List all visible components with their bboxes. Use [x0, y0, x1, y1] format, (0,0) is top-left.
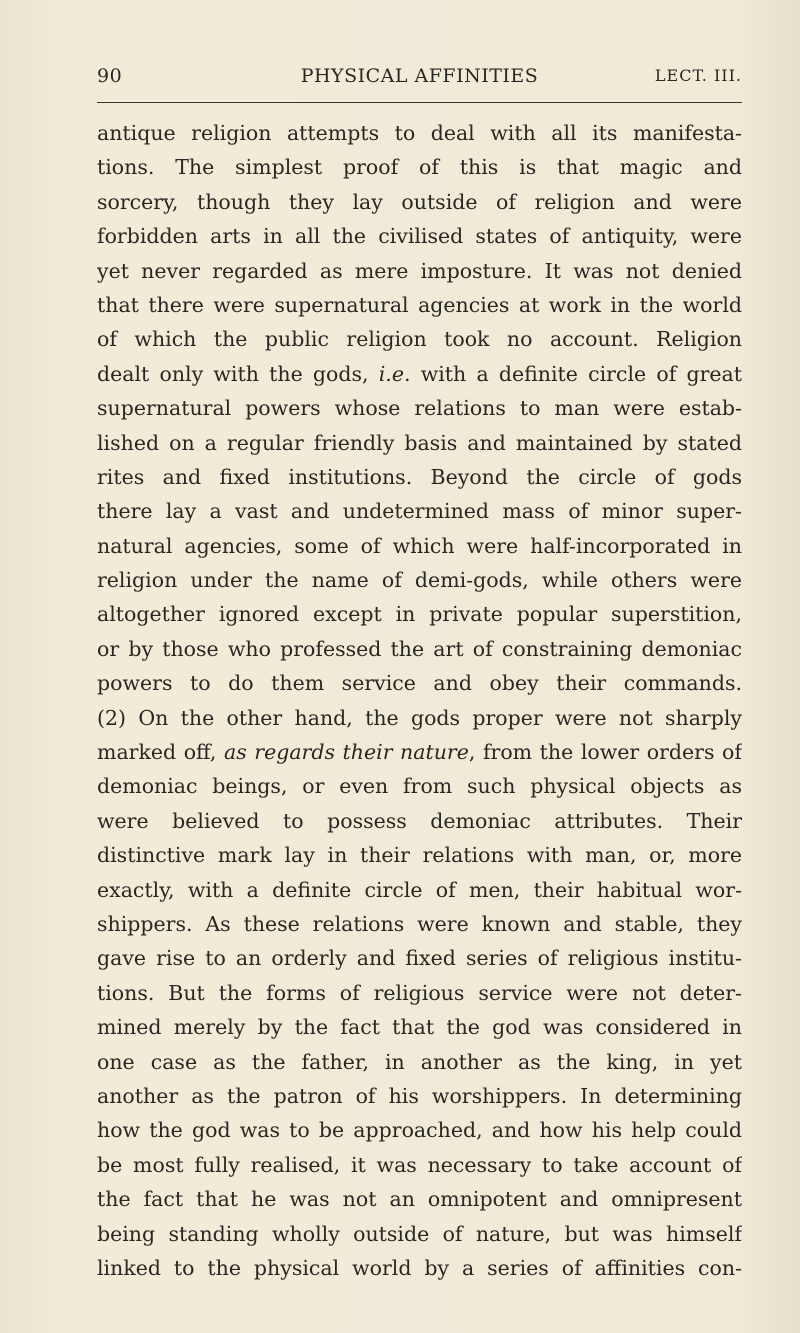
text-line: were believed to possess demoniac attributes. Their: [97, 808, 742, 833]
text-line: of which the public religion took no account. Religion: [97, 327, 742, 352]
text-line: marked off, as regards their nature, from the lower orders of: [97, 740, 742, 765]
lecture-label: LECT. III.: [654, 66, 742, 85]
header-rule: [97, 102, 742, 103]
text-line: religion under the name of demi-gods, while others were: [97, 568, 742, 593]
text-line: being standing wholly outside of nature, but was himself: [97, 1221, 742, 1246]
text-line: another as the patron of his worshippers. In determining: [97, 1083, 742, 1108]
text-line: be most fully realised, it was necessary to take account of: [97, 1152, 742, 1177]
text-line: rites and fixed institutions. Beyond the circle of gods: [97, 464, 742, 489]
page-number: 90: [97, 65, 123, 87]
body-text: [97, 116, 742, 1285]
running-title: PHYSICAL AFFINITIES: [300, 65, 539, 87]
text-line: sorcery, though they lay outside of religion and were: [97, 189, 742, 214]
text-line: exactly, with a definite circle of men, their habitual wor-: [97, 877, 742, 902]
text-line: natural agencies, some of which were half-incorporated in: [97, 533, 742, 558]
text-line: demoniac beings, or even from such physical objects as: [97, 774, 742, 799]
text-line: mined merely by the fact that the god was considered in: [97, 1015, 742, 1040]
text-line: lished on a regular friendly basis and maintained by stated: [97, 430, 742, 455]
text-line: powers to do them service and obey their commands.: [97, 671, 742, 696]
text-line: dealt only with the gods, i.e. with a definite circle of great: [97, 361, 742, 386]
text-line: shippers. As these relations were known and stable, they: [97, 911, 742, 936]
text-line: (2) On the other hand, the gods proper were not sharply: [97, 705, 742, 730]
text-line: or by those who professed the art of constraining demoniac: [97, 636, 742, 661]
text-line: linked to the physical world by a series of affinities con-: [97, 1255, 742, 1280]
text-line: that there were supernatural agencies at work in the world: [97, 292, 742, 317]
text-line: tions. The simplest proof of this is that magic and: [97, 155, 742, 180]
text-line: tions. But the forms of religious service were not deter-: [97, 980, 742, 1005]
text-line: gave rise to an orderly and fixed series of religious institu-: [97, 946, 742, 971]
text-line: antique religion attempts to deal with all its manifesta-: [97, 121, 742, 145]
text-line: one case as the father, in another as the king, in yet: [97, 1049, 742, 1074]
text-line: altogether ignored except in private popular superstition,: [97, 602, 742, 627]
text-line: forbidden arts in all the civilised states of antiquity, were: [97, 224, 742, 249]
text-line: supernatural powers whose relations to man were estab-: [97, 396, 742, 421]
running-header: [97, 61, 742, 91]
text-line: yet never regarded as mere imposture. It was not denied: [97, 258, 742, 283]
text-line: there lay a vast and undetermined mass of minor super-: [97, 499, 742, 524]
text-line: distinctive mark lay in their relations with man, or, more: [97, 843, 742, 868]
text-line: the fact that he was not an omnipotent and omnipresent: [97, 1187, 742, 1212]
text-line: how the god was to be approached, and how his help could: [97, 1118, 742, 1143]
